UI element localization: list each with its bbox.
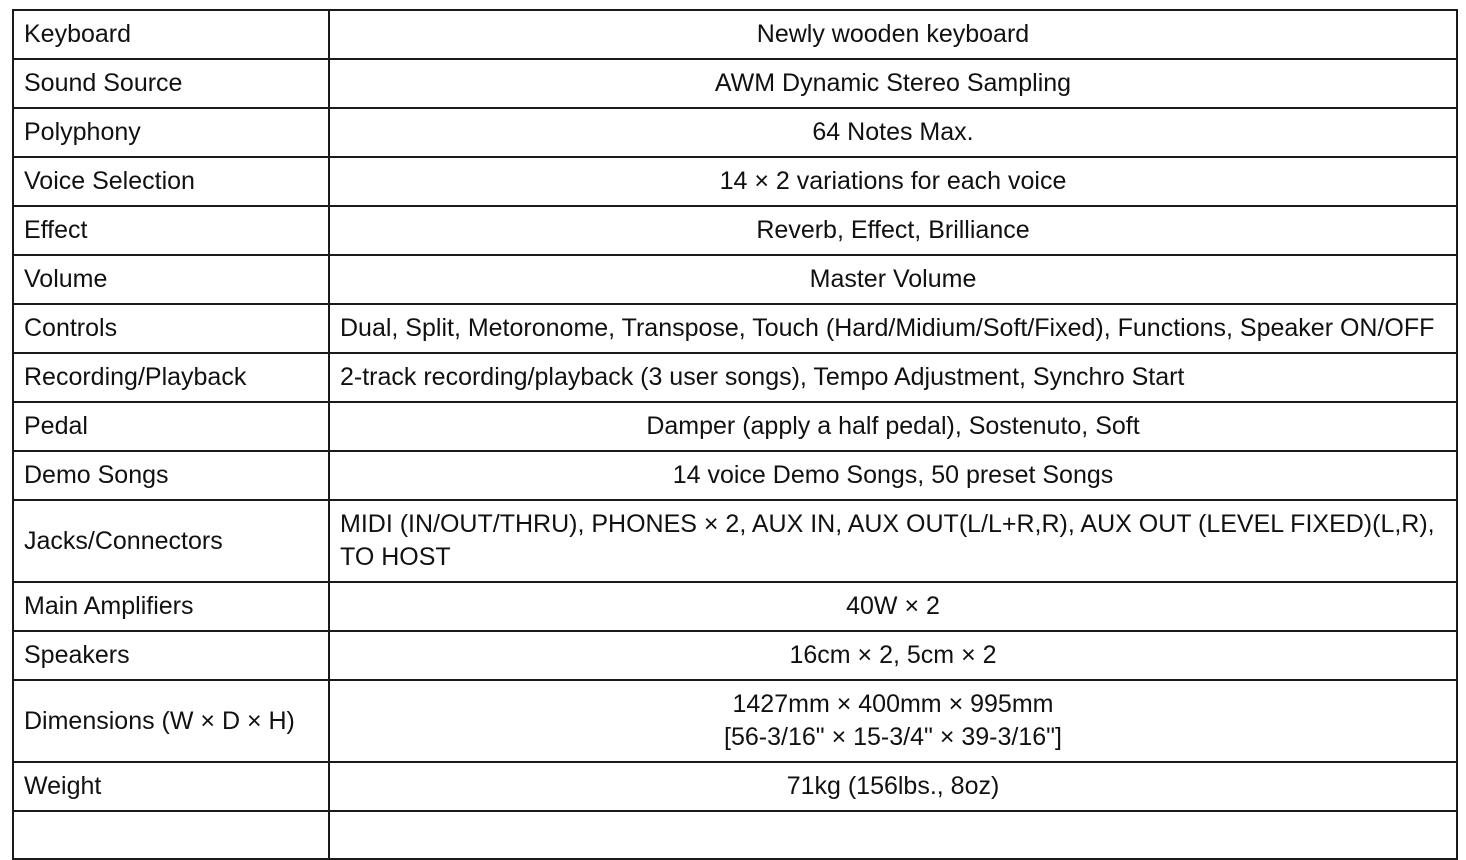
- spec-value: 64 Notes Max.: [329, 108, 1457, 157]
- specifications-table: [12, 9, 1458, 860]
- spec-label: [13, 811, 329, 859]
- spec-value: 16cm × 2, 5cm × 2: [329, 631, 1457, 680]
- spec-label: Pedal: [13, 402, 329, 451]
- table-row: [13, 451, 1457, 500]
- spec-label: Jacks/Connectors: [13, 500, 329, 582]
- spec-value: 2-track recording/playback (3 user songs), Tempo Adjustment, Synchro Start: [329, 353, 1457, 402]
- table-row: [13, 157, 1457, 206]
- table-row: [13, 762, 1457, 811]
- spec-value: 1427mm × 400mm × 995mm [56-3/16" × 15-3/4" × 39-3/16"]: [329, 680, 1457, 762]
- table-row: [13, 10, 1457, 59]
- table-row: [13, 304, 1457, 353]
- spec-value: AWM Dynamic Stereo Sampling: [329, 59, 1457, 108]
- spec-value: 40W × 2: [329, 582, 1457, 631]
- spec-label: Polyphony: [13, 108, 329, 157]
- spec-label: Dimensions (W × D × H): [13, 680, 329, 762]
- table-row: [13, 582, 1457, 631]
- spec-label: Main Amplifiers: [13, 582, 329, 631]
- table-row: [13, 500, 1457, 582]
- spec-value: MIDI (IN/OUT/THRU), PHONES × 2, AUX IN, AUX OUT(L/L+R,R), AUX OUT (LEVEL FIXED)(L,R), TO HOST: [329, 500, 1457, 582]
- table-row: [13, 108, 1457, 157]
- table-row: [13, 402, 1457, 451]
- spec-value: 71kg (156lbs., 8oz): [329, 762, 1457, 811]
- spec-value: Dual, Split, Metoronome, Transpose, Touch (Hard/Midium/Soft/Fixed), Functions, Speaker ON/OFF: [329, 304, 1457, 353]
- spec-value: [329, 811, 1457, 859]
- spec-label: Speakers: [13, 631, 329, 680]
- spec-label: Volume: [13, 255, 329, 304]
- spec-value: Reverb, Effect, Brilliance: [329, 206, 1457, 255]
- table-row: [13, 631, 1457, 680]
- spec-label: Effect: [13, 206, 329, 255]
- table-row: [13, 353, 1457, 402]
- table-row: [13, 255, 1457, 304]
- spec-label: Voice Selection: [13, 157, 329, 206]
- table-row: [13, 811, 1457, 859]
- spec-label: Weight: [13, 762, 329, 811]
- spec-value: 14 × 2 variations for each voice: [329, 157, 1457, 206]
- spec-label: Recording/Playback: [13, 353, 329, 402]
- spec-value: Newly wooden keyboard: [329, 10, 1457, 59]
- spec-label: Sound Source: [13, 59, 329, 108]
- table-row: [13, 680, 1457, 762]
- table-row: [13, 59, 1457, 108]
- spec-label: Keyboard: [13, 10, 329, 59]
- spec-value: 14 voice Demo Songs, 50 preset Songs: [329, 451, 1457, 500]
- spec-label: Demo Songs: [13, 451, 329, 500]
- spec-value: Master Volume: [329, 255, 1457, 304]
- spec-label: Controls: [13, 304, 329, 353]
- table-row: [13, 206, 1457, 255]
- specifications-table-body: [13, 10, 1457, 859]
- spec-value: Damper (apply a half pedal), Sostenuto, Soft: [329, 402, 1457, 451]
